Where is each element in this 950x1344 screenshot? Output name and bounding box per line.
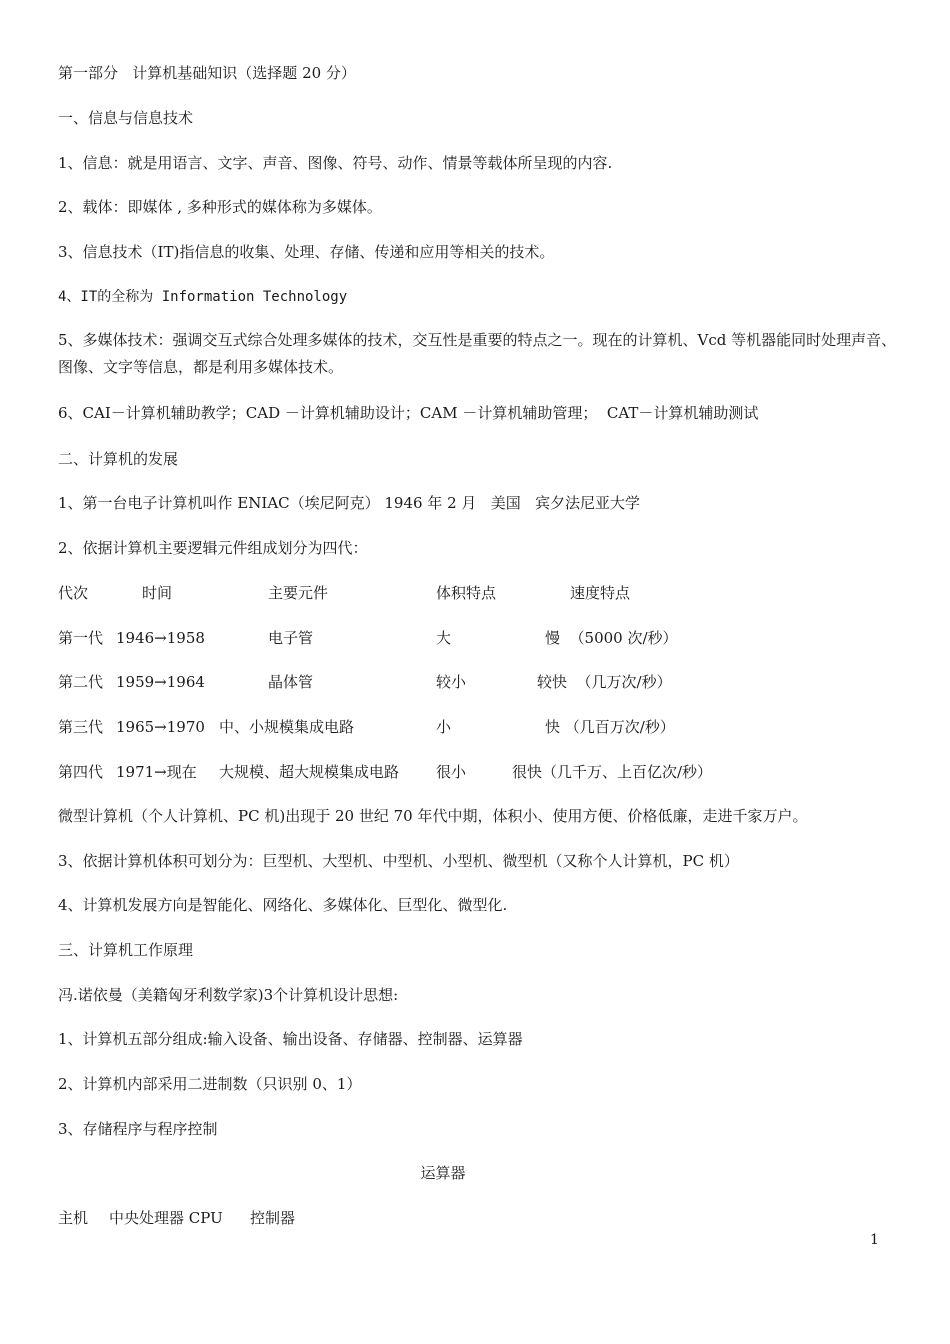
page-number: 1	[870, 1232, 879, 1248]
paragraph-info: 1、信息：就是用语言、文字、声音、图像、符号、动作、情景等载体所呈现的内容.	[58, 154, 613, 172]
paragraph-microcomputer: 微型计算机（个人计算机、PC 机)出现于 20 世纪 70 年代中期，体积小、使用方便、价格低廉，走进千家万户。	[58, 807, 808, 825]
list-item: 2、计算机内部采用二进制数（只识别 0、1）	[58, 1075, 362, 1093]
table-header-volume: 体积特点	[436, 584, 497, 602]
list-item: 1、计算机五部分组成:输入设备、输出设备、存储器、控制器、运算器	[58, 1030, 523, 1048]
diagram-label-cpu: 中央处理器 CPU	[109, 1209, 223, 1227]
table-cell: 慢 （5000 次/秒）	[545, 629, 678, 647]
table-header-generation: 代次	[58, 584, 89, 602]
paragraph-size-classes: 3、依据计算机体积可划分为：巨型机、大型机、中型机、小型机、微型机（又称个人计算机，PC 机）	[58, 852, 739, 870]
table-header-speed: 速度特点	[570, 584, 631, 602]
section-heading-3: 三、计算机工作原理	[58, 941, 194, 959]
paragraph-it-fullname: 4、IT的全称为 Information Technology	[58, 289, 348, 305]
table-header-component: 主要元件	[268, 584, 329, 602]
paragraph-cai: 6、CAI－计算机辅助教学；CAD －计算机辅助设计；CAM －计算机辅助管理； CAT－计算机辅助测试	[58, 404, 759, 422]
table-cell: 很快（几千万、上百亿次/秒）	[512, 763, 713, 781]
table-cell: 大	[436, 629, 452, 647]
paragraph-generations: 2、依据计算机主要逻辑元件组成划分为四代：	[58, 539, 368, 557]
paragraph-multimedia: 5、多媒体技术：强调交互式综合处理多媒体的技术，交互性是重要的特点之一。现在的计算机、Vcd 等机器能同时处理声音、图像、文字等信息，都是利用多媒体技术。	[58, 331, 897, 376]
table-cell: 快 （几百万次/秒）	[545, 718, 675, 736]
table-cell: 很小	[436, 763, 467, 781]
table-cell: 第四代	[58, 763, 104, 781]
table-cell: 第二代	[58, 673, 104, 691]
diagram-label-controller: 控制器	[250, 1209, 296, 1227]
table-cell: 电子管	[268, 629, 314, 647]
list-item: 3、存储程序与程序控制	[58, 1120, 218, 1138]
section-heading-1: 一、信息与信息技术	[58, 109, 194, 127]
diagram-label-alu: 运算器	[420, 1164, 466, 1182]
table-header-time: 时间	[142, 584, 173, 602]
table-cell: 1971→现在	[116, 763, 197, 781]
table-cell: 较小	[436, 673, 467, 691]
table-cell: 中、小规模集成电路	[219, 718, 355, 736]
paragraph-it: 3、信息技术（IT)指信息的收集、处理、存储、传递和应用等相关的技术。	[58, 243, 555, 261]
paragraph-von-neumann: 冯.诺依曼（美籍匈牙利数学家)3个计算机设计思想:	[58, 986, 399, 1004]
section-heading-2: 二、计算机的发展	[58, 450, 179, 468]
table-cell: 大规模、超大规模集成电路	[219, 763, 400, 781]
paragraph-trends: 4、计算机发展方向是智能化、网络化、多媒体化、巨型化、微型化.	[58, 896, 508, 914]
document-title: 第一部分 计算机基础知识（选择题 20 分）	[58, 64, 356, 82]
table-cell: 1959→1964	[116, 673, 205, 691]
table-cell: 晶体管	[268, 673, 314, 691]
table-cell: 1965→1970	[116, 718, 205, 736]
table-cell: 较快 （几万次/秒）	[537, 673, 672, 691]
paragraph-eniac: 1、第一台电子计算机叫作 ENIAC（埃尼阿克） 1946 年 2 月 美国 宾夕法尼亚大学	[58, 494, 641, 512]
table-cell: 小	[436, 718, 452, 736]
paragraph-carrier: 2、载体：即媒体 , 多种形式的媒体称为多媒体。	[58, 198, 382, 216]
table-cell: 第三代	[58, 718, 104, 736]
diagram-label-host: 主机	[58, 1209, 89, 1227]
table-cell: 1946→1958	[116, 629, 205, 647]
table-cell: 第一代	[58, 629, 104, 647]
